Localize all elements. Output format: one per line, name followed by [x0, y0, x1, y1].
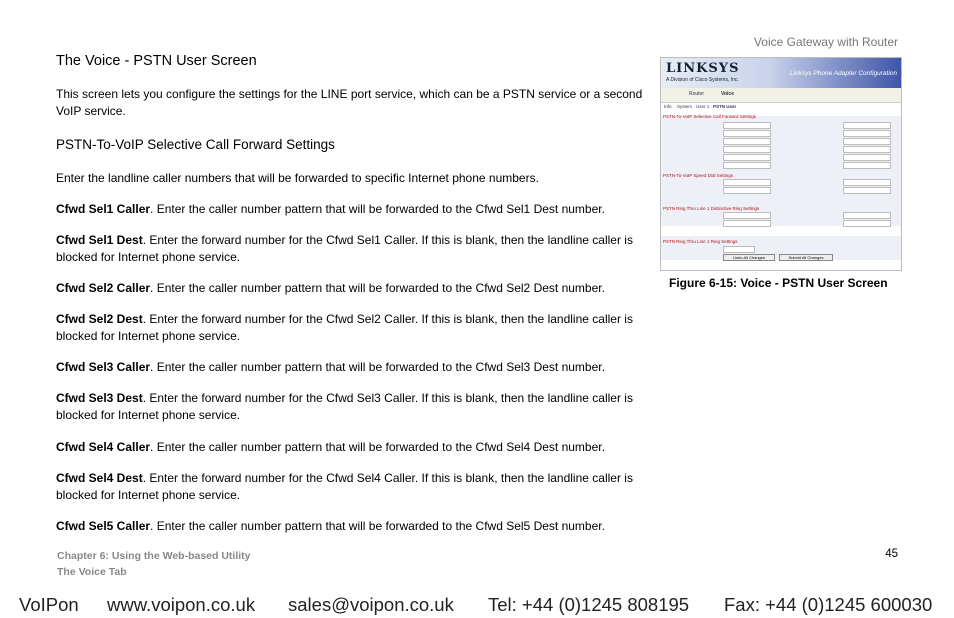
- linksys-logo-subtitle: A Division of Cisco Systems, Inc.: [666, 77, 739, 83]
- figure-screenshot: [660, 57, 902, 271]
- item-text: . Enter the forward number for the Cfwd Sel2 Caller. If this is blank, then the landline caller is blocked for Internet phone service.: [56, 312, 633, 343]
- figure-field: [723, 212, 771, 219]
- item-label: Cfwd Sel3 Dest: [56, 391, 143, 405]
- linksys-logo: LINKSYS: [666, 61, 740, 76]
- item-label: Cfwd Sel4 Dest: [56, 471, 143, 485]
- figure-submit-button: Submit All Changes: [779, 254, 833, 261]
- figure-field: [843, 187, 891, 194]
- item-text: . Enter the caller number pattern that will be forwarded to the Cfwd Sel2 Dest number.: [150, 281, 605, 295]
- item-cfwd-sel3-dest: [56, 390, 651, 424]
- figure-section-heading: PSTN Ring Thru Line 1 Distinctive Ring Settings: [663, 206, 760, 211]
- figure-brand-title: Linksys Phone Adapter Configuration: [789, 70, 897, 77]
- figure-field: [843, 122, 891, 129]
- figure-field: [723, 154, 771, 161]
- figure-section-heading: PSTN-To-VoIP Selective Call Forward Settings: [663, 114, 756, 119]
- item-cfwd-sel1-caller: [56, 201, 651, 218]
- item-cfwd-sel5-caller: [56, 518, 651, 535]
- figure-field: [723, 122, 771, 129]
- item-label: Cfwd Sel5 Caller: [56, 519, 151, 533]
- item-label: Cfwd Sel2 Dest: [56, 312, 143, 326]
- email-link[interactable]: sales@voipon.co.uk: [288, 594, 454, 615]
- item-text: . Enter the caller number pattern that will be forwarded to the Cfwd Sel3 Dest number.: [150, 360, 605, 374]
- intro-paragraph: This screen lets you configure the settings for the LINE port service, which can be a PSTN service or a second VoIP service.: [56, 87, 643, 118]
- figure-field: [723, 179, 771, 186]
- lead-paragraph: Enter the landline caller numbers that will be forwarded to specific Internet phone numbers.: [56, 171, 539, 185]
- fax: Fax: +44 (0)1245 600030: [724, 594, 933, 615]
- figure-subtabs: [661, 103, 901, 111]
- section-subtitle: PSTN-To-VoIP Selective Call Forward Settings: [56, 137, 335, 152]
- item-text: . Enter the forward number for the Cfwd Sel3 Caller. If this is blank, then the landline caller is blocked for Internet phone service.: [56, 391, 633, 422]
- page-title: The Voice - PSTN User Screen: [56, 53, 257, 69]
- item-cfwd-sel4-caller: [56, 439, 651, 456]
- item-label: Cfwd Sel3 Caller: [56, 360, 151, 374]
- figure-field: [723, 146, 771, 153]
- telephone: Tel: +44 (0)1245 808195: [488, 594, 690, 615]
- figure-subtab-user1: User 1: [696, 104, 710, 109]
- figure-subtab-info: Info: [664, 104, 672, 109]
- item-label: Cfwd Sel1 Dest: [56, 233, 143, 247]
- figure-subtab-pstn-user: PSTN User: [713, 104, 737, 109]
- item-text: . Enter the forward number for the Cfwd Sel1 Caller. If this is blank, then the landline caller is blocked for Internet phone service.: [56, 233, 633, 264]
- figure-field: [843, 154, 891, 161]
- figure-section-heading: PSTN Ring Thru Line 1 Ring Settings: [663, 239, 738, 244]
- figure-field: [843, 220, 891, 227]
- figure-field: [843, 146, 891, 153]
- footer-chapter: [57, 548, 251, 580]
- item-cfwd-sel4-dest: [56, 470, 651, 504]
- figure-undo-button: Undo All Changes: [723, 254, 775, 261]
- figure-field: [723, 162, 771, 169]
- figure-section-heading: PSTN-To-VoIP Speed Dial Settings: [663, 173, 733, 178]
- figure-tab-voice: Voice: [721, 91, 734, 97]
- item-cfwd-sel1-dest: [56, 232, 651, 266]
- figure-field: [843, 212, 891, 219]
- figure-field: [723, 246, 755, 253]
- figure-field: [843, 138, 891, 145]
- running-header: Voice Gateway with Router: [753, 35, 898, 49]
- item-cfwd-sel2-caller: [56, 280, 651, 297]
- figure-tabs: [661, 88, 901, 103]
- figure-field: [843, 162, 891, 169]
- item-cfwd-sel2-dest: [56, 311, 651, 345]
- footer-section-title: The Voice Tab: [57, 566, 127, 578]
- figure-tab-router: Router: [689, 91, 705, 97]
- figure-subtab-system: System: [677, 104, 693, 109]
- item-label: Cfwd Sel1 Caller: [56, 202, 151, 216]
- item-label: Cfwd Sel2 Caller: [56, 281, 151, 295]
- item-label: Cfwd Sel4 Caller: [56, 440, 151, 454]
- footer-chapter-title: Chapter 6: Using the Web-based Utility: [57, 550, 251, 562]
- item-text: . Enter the caller number pattern that will be forwarded to the Cfwd Sel1 Dest number.: [150, 202, 605, 216]
- page-number: 45: [885, 548, 898, 560]
- item-text: . Enter the forward number for the Cfwd Sel4 Caller. If this is blank, then the landline caller is blocked for Internet phone service.: [56, 471, 633, 502]
- figure-field: [723, 130, 771, 137]
- item-cfwd-sel3-caller: [56, 359, 651, 376]
- figure-field: [723, 138, 771, 145]
- figure-banner: [661, 58, 901, 88]
- company-name: VoIPon: [19, 594, 79, 615]
- figure-field: [723, 220, 771, 227]
- item-text: . Enter the caller number pattern that will be forwarded to the Cfwd Sel5 Dest number.: [150, 519, 605, 533]
- figure-field: [843, 179, 891, 186]
- website-link[interactable]: www.voipon.co.uk: [107, 594, 256, 615]
- figure-field: [843, 130, 891, 137]
- figure-field: [723, 187, 771, 194]
- figure-caption: Figure 6-15: Voice - PSTN User Screen: [669, 276, 888, 290]
- item-text: . Enter the caller number pattern that will be forwarded to the Cfwd Sel4 Dest number.: [150, 440, 605, 454]
